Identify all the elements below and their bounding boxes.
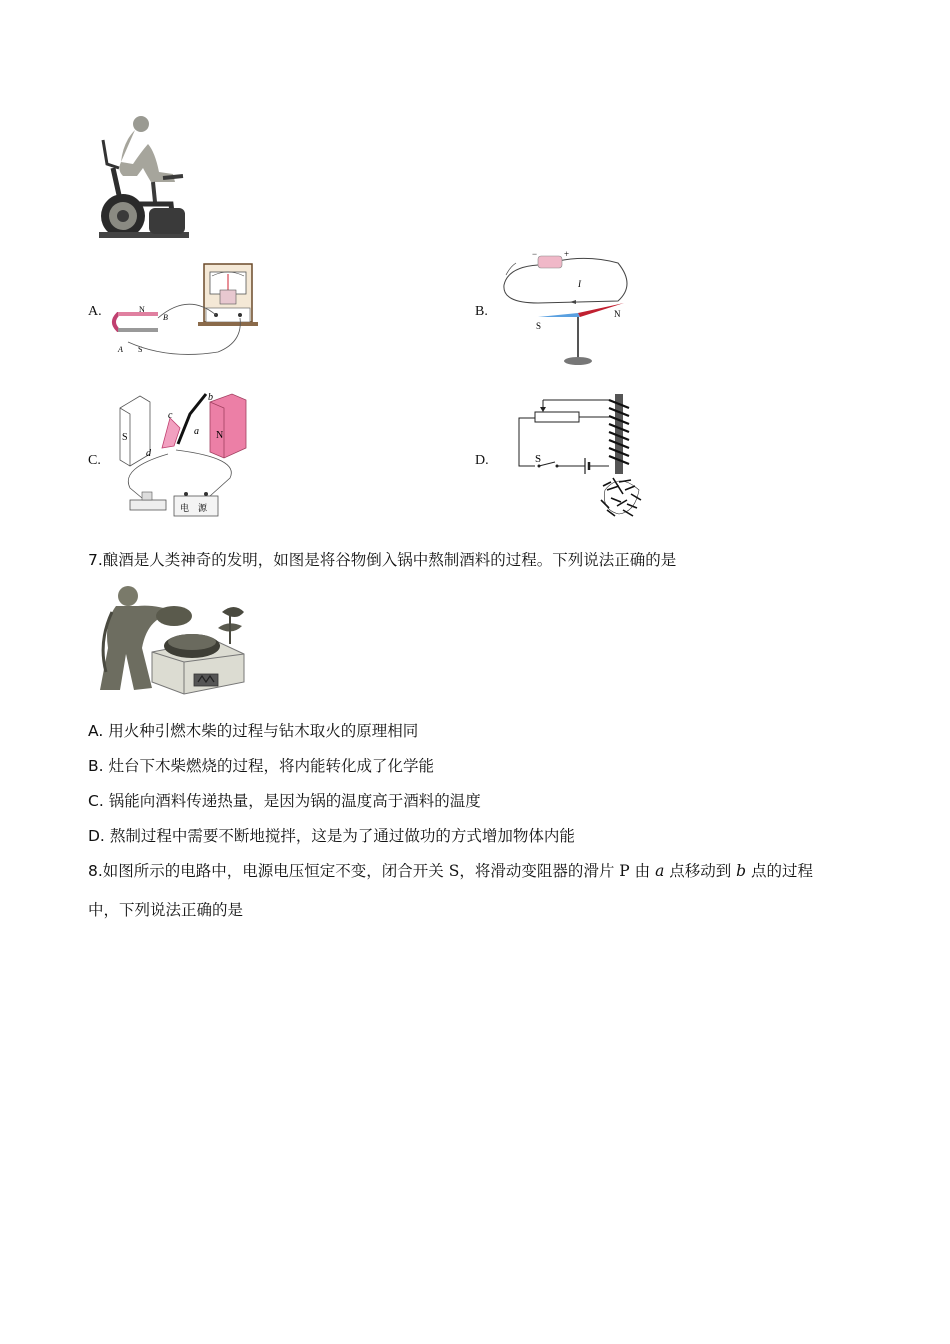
option-c-label-s: S <box>122 432 128 443</box>
question-7-stem <box>88 548 676 570</box>
q7-option-c[interactable] <box>88 789 481 811</box>
q7-option-d-text: 熬制过程中需要不断地搅拌，这是为了通过做功的方式增加物体内能 <box>109 827 575 845</box>
q7-option-a-text: 用火种引燃木柴的过程与钻木取火的原理相同 <box>108 722 419 740</box>
option-d-letter: D. <box>475 453 489 468</box>
option-c-letter: C. <box>88 453 101 468</box>
option-c-label-power: 电 源 <box>180 503 208 513</box>
brewing-image <box>94 582 250 698</box>
option-a-label-a: A <box>118 345 123 354</box>
option-a-figure <box>108 262 258 362</box>
option-c-label-d: d <box>146 448 151 459</box>
option-a-label-n: N <box>139 305 145 314</box>
option-c-label-b: b <box>208 392 213 403</box>
option-b-label-plus: + <box>564 249 570 259</box>
q7-option-b-letter: B. <box>88 757 104 775</box>
option-b-label-minus: − <box>532 249 538 259</box>
question-7-text: 酿酒是人类神奇的发明，如图是将谷物倒入锅中熬制酒料的过程。下列说法正确的是 <box>102 551 677 569</box>
question-8-text-part3: 点的过程 <box>746 862 814 880</box>
q7-option-c-letter: C. <box>88 792 104 810</box>
q7-option-b[interactable] <box>88 754 434 776</box>
option-d-label-s: S <box>535 453 542 465</box>
option-a-label-s: S <box>138 345 143 354</box>
question-8-number: 8. <box>88 862 103 880</box>
question-8-text-part2: 点移动到 <box>664 862 737 880</box>
point-a-label: a <box>655 862 665 880</box>
q7-option-d[interactable] <box>88 824 575 846</box>
q7-option-a[interactable] <box>88 719 418 741</box>
option-c-figure <box>110 388 250 520</box>
q7-option-c-text: 锅能向酒料传递热量，是因为锅的温度高于酒料的温度 <box>108 792 481 810</box>
option-b-label-s: S <box>536 321 542 331</box>
option-a-letter: A. <box>88 304 102 319</box>
option-c-label-a: a <box>194 426 199 437</box>
question-8-stem-line1 <box>88 859 813 881</box>
point-b-label: b <box>736 862 747 880</box>
option-b-label-i: I <box>578 279 581 289</box>
option-c-label-n: N <box>216 430 224 441</box>
option-c-label-c: c <box>168 410 173 421</box>
question-7-number: 7. <box>88 551 103 569</box>
option-a-label-b: B <box>163 313 168 322</box>
option-b-figure <box>498 245 638 370</box>
option-b-label-n: N <box>614 309 621 319</box>
q7-option-b-text: 灶台下木柴燃烧的过程，将内能转化成了化学能 <box>108 757 435 775</box>
exercise-bike-image <box>93 112 193 242</box>
q7-option-d-letter: D. <box>88 827 105 845</box>
q7-option-a-letter: A. <box>88 722 104 740</box>
option-d-figure <box>515 390 655 520</box>
option-b-letter: B. <box>475 304 488 319</box>
question-8-text-part1: 如图所示的电路中，电源电压恒定不变，闭合开关 S，将滑动变阻器的滑片 P 由 <box>102 862 656 880</box>
question-8-stem-line2: 中，下列说法正确的是 <box>88 901 244 919</box>
